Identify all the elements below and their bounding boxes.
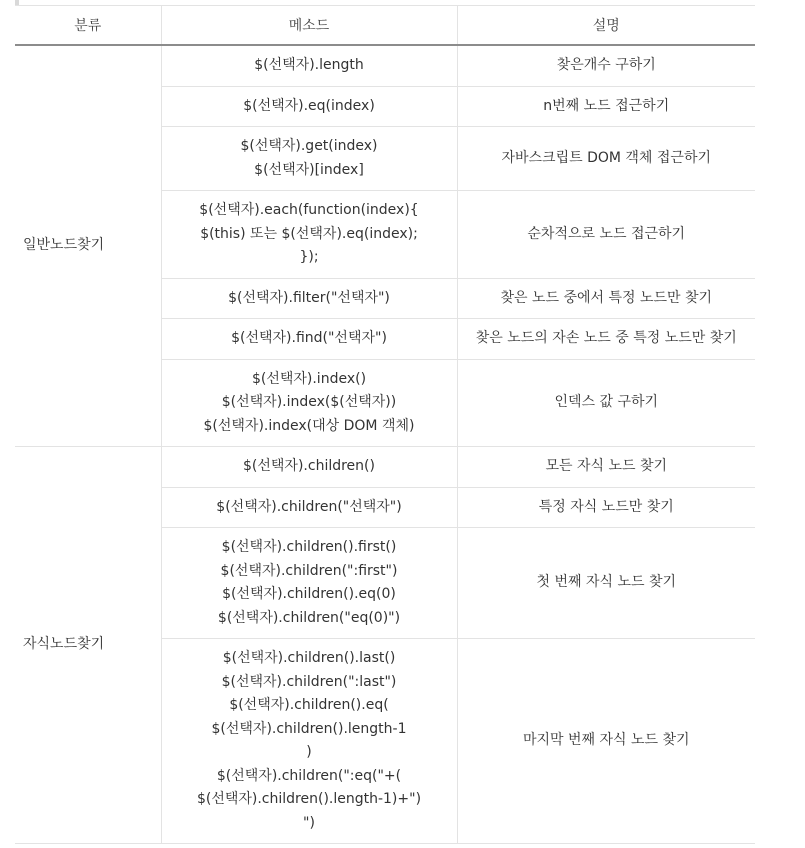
- method-line: $(선택자).children().eq(: [229, 697, 389, 713]
- method-line: $(선택자).length: [254, 57, 364, 73]
- method-line: $(this) 또는 $(선택자).eq(index);: [200, 225, 418, 242]
- method-table: [15, 5, 755, 844]
- method-cell: [161, 191, 457, 279]
- description-cell: 첫 번째 자식 노드 찾기: [457, 528, 755, 639]
- method-line: $(선택자).find("선택자"): [231, 330, 387, 346]
- method-line: $(선택자).children(":last"): [221, 673, 397, 690]
- method-line: $(선택자).children().length-1)+"): [196, 791, 422, 807]
- method-cell: [161, 528, 457, 639]
- table-body: [15, 45, 755, 844]
- description-cell: n번째 노드 접근하기: [457, 86, 755, 127]
- method-line: $(선택자).eq(index): [243, 97, 375, 114]
- method-cell: [161, 278, 457, 319]
- method-line: $(선택자).children(":eq("+(: [216, 767, 402, 784]
- method-line: $(선택자).children("eq(0)"): [217, 609, 401, 626]
- header-description: 설명: [457, 6, 755, 46]
- method-line: $(선택자).children().eq(0): [222, 586, 396, 602]
- method-cell: [161, 487, 457, 528]
- method-line: $(선택자).children(): [243, 458, 375, 474]
- method-line: $(선택자).children("선택자"): [216, 498, 402, 515]
- category-cell: 자식노드찾기: [15, 447, 161, 844]
- method-line: $(선택자).each(function(index){: [199, 202, 419, 218]
- description-cell: 찾은 노드 중에서 특정 노드만 찾기: [457, 278, 755, 319]
- method-line: ): [306, 744, 312, 760]
- category-cell: 일반노드찾기: [15, 45, 161, 447]
- method-cell: [161, 45, 457, 86]
- method-line: "): [303, 814, 315, 831]
- table-row: [15, 45, 755, 86]
- method-line: $(선택자)[index]: [254, 161, 364, 178]
- method-line: $(선택자).index(): [251, 370, 367, 387]
- method-cell: [161, 447, 457, 488]
- description-cell: 마지막 번째 자식 노드 찾기: [457, 639, 755, 844]
- table-header: [15, 6, 755, 46]
- table-row: [15, 447, 755, 488]
- header-category: 분류: [15, 6, 161, 46]
- method-line: $(선택자).children().length-1: [211, 720, 407, 737]
- description-cell: 찾은개수 구하기: [457, 45, 755, 86]
- method-line: $(선택자).filter("선택자"): [228, 289, 390, 306]
- method-line: $(선택자).children(":first"): [220, 562, 398, 579]
- description-cell: 찾은 노드의 자손 노드 중 특정 노드만 찾기: [457, 319, 755, 360]
- method-cell: [161, 319, 457, 360]
- method-line: $(선택자).children().first(): [221, 539, 397, 555]
- description-cell: 모든 자식 노드 찾기: [457, 447, 755, 488]
- header-row: [15, 6, 755, 46]
- method-line: $(선택자).children().last(): [222, 650, 396, 666]
- header-method: 메소드: [161, 6, 457, 46]
- description-cell: 자바스크립트 DOM 객체 접근하기: [457, 127, 755, 191]
- method-cell: [161, 359, 457, 447]
- method-line: });: [299, 249, 319, 265]
- description-cell: 인덱스 값 구하기: [457, 359, 755, 447]
- method-cell: [161, 86, 457, 127]
- method-line: $(선택자).get(index): [240, 138, 378, 154]
- method-cell: [161, 127, 457, 191]
- description-cell: 순차적으로 노드 접근하기: [457, 191, 755, 279]
- method-line: $(선택자).index(대상 DOM 객체): [203, 417, 415, 434]
- description-cell: 특정 자식 노드만 찾기: [457, 487, 755, 528]
- method-line: $(선택자).index($(선택자)): [221, 394, 397, 410]
- method-cell: [161, 639, 457, 844]
